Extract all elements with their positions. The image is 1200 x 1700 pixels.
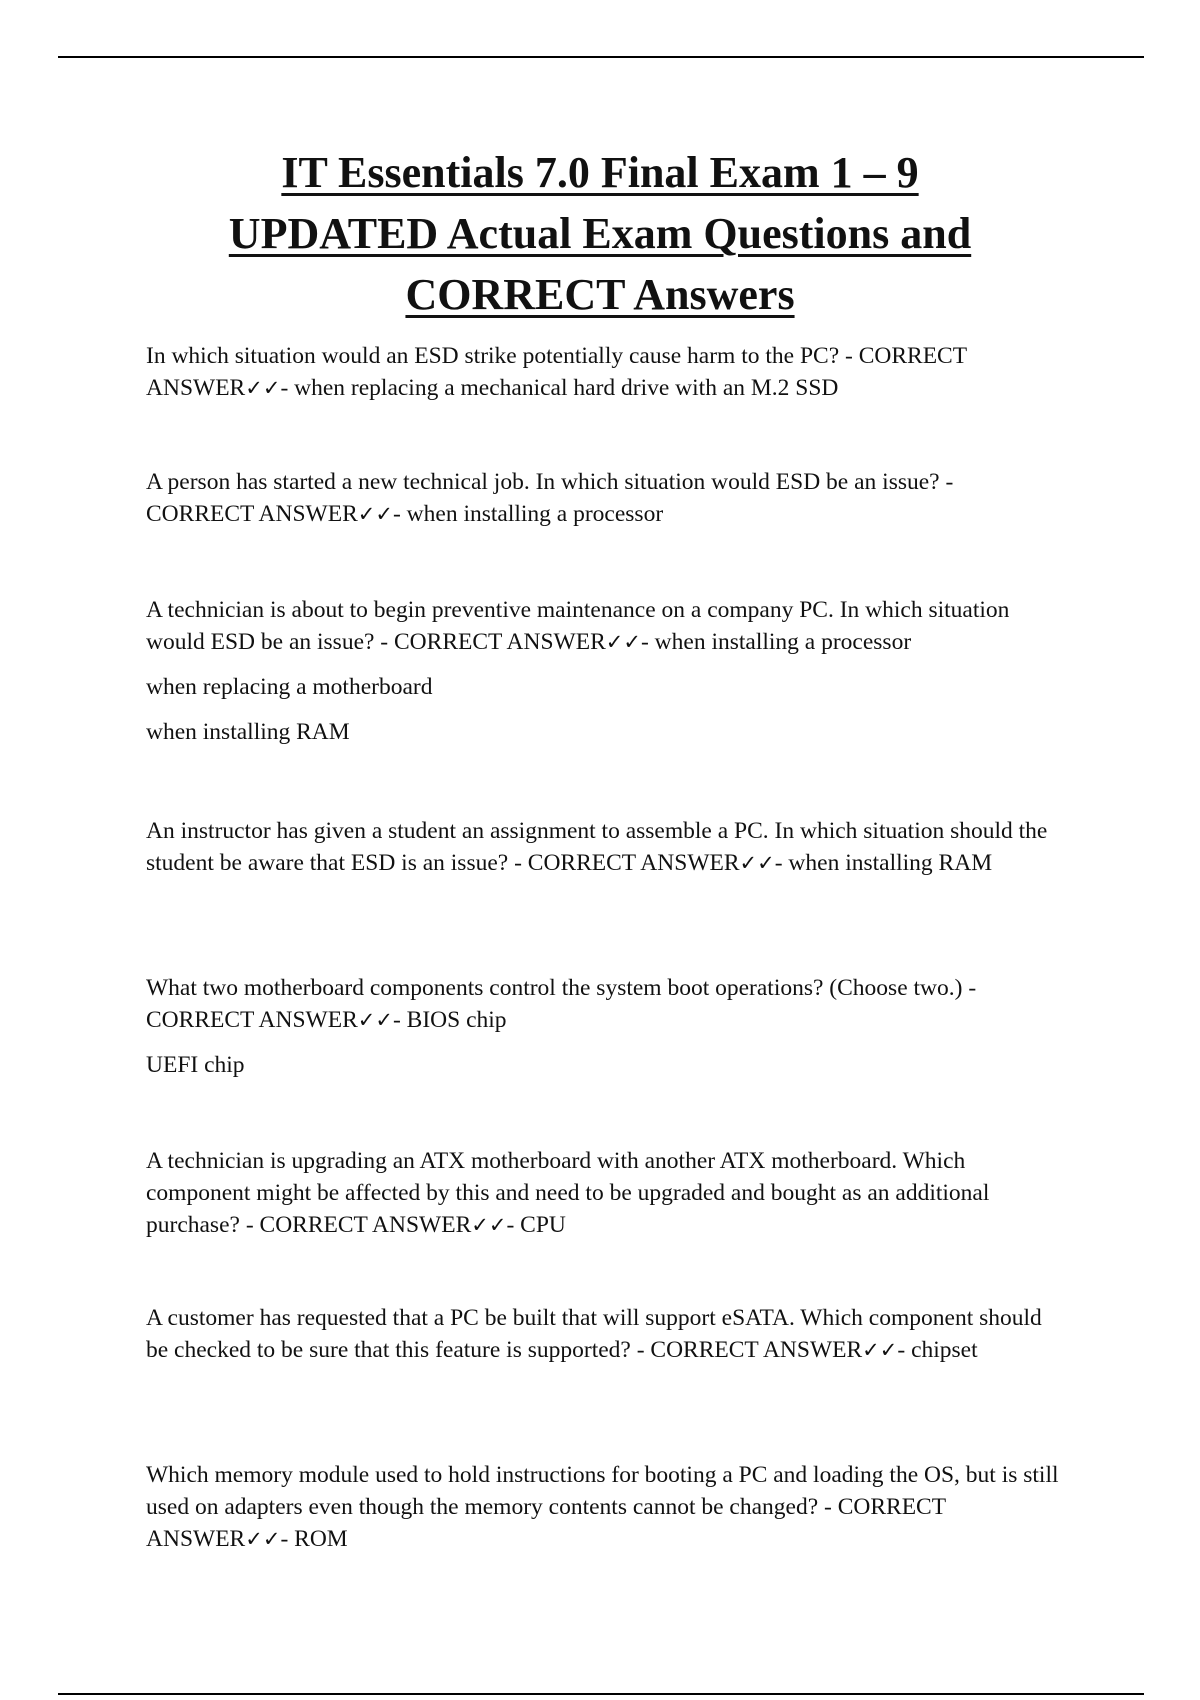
double-check-icon: ✓✓	[357, 502, 393, 526]
double-check-icon: ✓✓	[357, 1008, 393, 1032]
title-line-1: IT Essentials 7.0 Final Exam 1 – 9	[281, 148, 919, 197]
double-check-icon: ✓✓	[245, 376, 281, 400]
qa-text	[146, 1459, 1066, 1555]
answer-text: - CPU	[506, 1212, 566, 1238]
answer-text: - chipset	[897, 1337, 978, 1363]
qa-text	[146, 594, 1066, 658]
extra-answer: when installing RAM	[146, 719, 350, 745]
question-text: Which memory module used to hold instructions for booting a PC and loading the OS, but is still used on adapters even though the memory contents cannot be changed? - CORRECT ANSWER	[146, 1462, 1059, 1552]
double-check-icon: ✓✓	[862, 1338, 898, 1362]
qa-text	[146, 1145, 1066, 1241]
double-check-icon: ✓✓	[471, 1213, 507, 1237]
double-check-icon: ✓✓	[739, 851, 775, 875]
qa-text	[146, 466, 1066, 530]
question-text: A technician is upgrading an ATX motherboard with another ATX motherboard. Which component might be affected by this and need to be upgraded and bought as an additional purchase? - CORRECT ANSWER	[146, 1148, 990, 1238]
question-text: A person has started a new technical job. In which situation would ESD be an issue? - CORRECT ANSWER	[146, 469, 954, 527]
qa-item-4	[146, 815, 1066, 879]
qa-item-1	[146, 340, 1066, 404]
answer-text: - ROM	[280, 1526, 348, 1552]
qa-item-2	[146, 466, 1066, 530]
double-check-icon: ✓✓	[605, 630, 641, 654]
answer-text: - when installing a processor	[640, 629, 912, 655]
qa-item-5	[146, 972, 1066, 1081]
question-text: A technician is about to begin preventive maintenance on a company PC. In which situation would ESD be an issue? - CORRECT ANSWER	[146, 597, 1010, 655]
double-check-icon: ✓✓	[245, 1527, 281, 1551]
answer-text: - when replacing a mechanical hard drive with an M.2 SSD	[280, 375, 839, 401]
answer-text: - when installing a processor	[392, 501, 664, 527]
answer-text: - when installing RAM	[774, 850, 993, 876]
qa-item-8	[146, 1459, 1066, 1555]
qa-text	[146, 815, 1066, 879]
title-line-2: UPDATED Actual Exam Questions and	[228, 209, 972, 258]
question-text: An instructor has given a student an assignment to assemble a PC. In which situation should the student be aware that ESD is an issue? - CORRECT ANSWER	[146, 818, 1048, 876]
extra-answer: UEFI chip	[146, 1052, 245, 1078]
question-text: A customer has requested that a PC be built that will support eSATA. Which component should be checked to be sure that this feature is supported? - CORRECT ANSWER	[146, 1305, 1042, 1363]
document-title	[100, 142, 1100, 325]
qa-item-7	[146, 1302, 1066, 1366]
question-text: What two motherboard components control the system boot operations? (Choose two.) - CORRECT ANSWER	[146, 975, 977, 1033]
title-line-3: CORRECT Answers	[405, 270, 795, 319]
qa-text	[146, 1302, 1066, 1366]
bottom-rule	[58, 1693, 1144, 1695]
answer-text: - BIOS chip	[392, 1007, 507, 1033]
qa-item-6	[146, 1145, 1066, 1241]
top-rule	[58, 56, 1144, 58]
qa-text	[146, 340, 1066, 404]
question-text: In which situation would an ESD strike potentially cause harm to the PC? - CORRECT ANSWER	[146, 343, 967, 401]
qa-item-3	[146, 594, 1066, 748]
extra-answer: when replacing a motherboard	[146, 674, 433, 700]
qa-text	[146, 972, 1066, 1036]
